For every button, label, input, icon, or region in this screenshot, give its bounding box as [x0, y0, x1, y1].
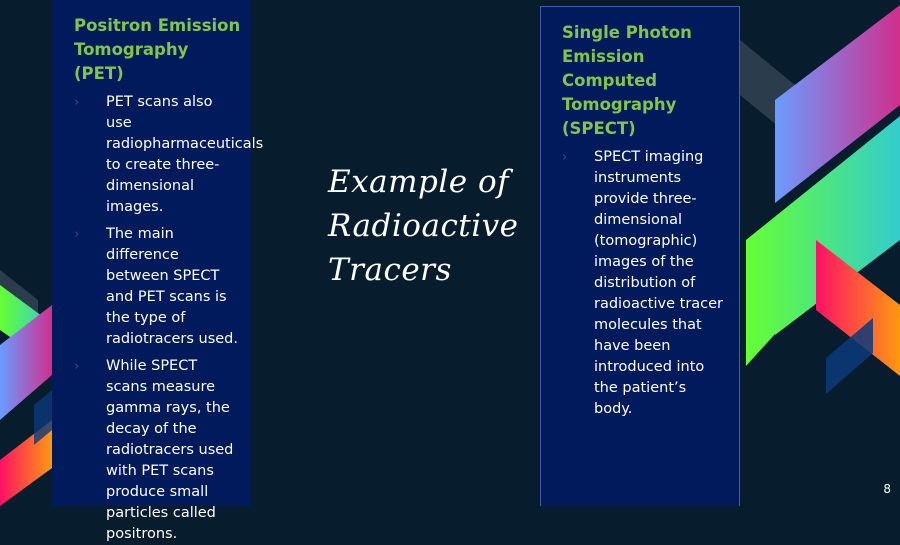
bullet-text: SPECT imaging instruments provide three-dimensional (tomographic) images of the distribution of radioactive tracer molecules that have been introduced into the patient’s body. [594, 149, 724, 417]
spect-heading-line: Emission [562, 47, 645, 66]
pet-heading [74, 14, 241, 86]
bullet-text: The main difference between SPECT and PET scans is the type of radiotracers used. [106, 226, 238, 347]
title-line: Example of [328, 164, 510, 200]
chevron-right-icon: › [74, 227, 80, 242]
spect-bullet-list [562, 147, 729, 420]
pet-bullet-item [74, 92, 264, 218]
bullet-text: PET scans also use radiopharmaceuticals to create three-dimensional images. [106, 94, 264, 215]
spect-heading-line: Tomography [562, 95, 677, 114]
chevron-right-icon: › [562, 150, 568, 165]
spect-heading-line: Single Photon [562, 23, 692, 42]
pet-heading-line: Tomography (PET) [74, 40, 189, 83]
pet-panel [52, 0, 264, 542]
spect-bullet-item [562, 147, 729, 420]
chevron-right-icon: › [74, 95, 80, 110]
spect-heading-line: (SPECT) [562, 119, 636, 138]
spect-heading [562, 21, 729, 141]
pet-heading-line: Positron Emission [74, 16, 241, 35]
title-line: Tracers [328, 252, 452, 288]
spect-panel [540, 6, 740, 506]
pet-bullet-list [74, 92, 264, 545]
page-number: 8 [883, 482, 891, 496]
spect-heading-line: Computed [562, 71, 658, 90]
title-line: Radioactive [328, 208, 519, 244]
bullet-text: While SPECT scans measure gamma rays, the decay of the radiotracers used with PET scans produce small particles called positrons. [106, 358, 234, 542]
chevron-right-icon: › [74, 359, 80, 374]
pet-bullet-item [74, 224, 241, 350]
slide-title [328, 160, 519, 292]
pet-bullet-item [74, 356, 241, 545]
